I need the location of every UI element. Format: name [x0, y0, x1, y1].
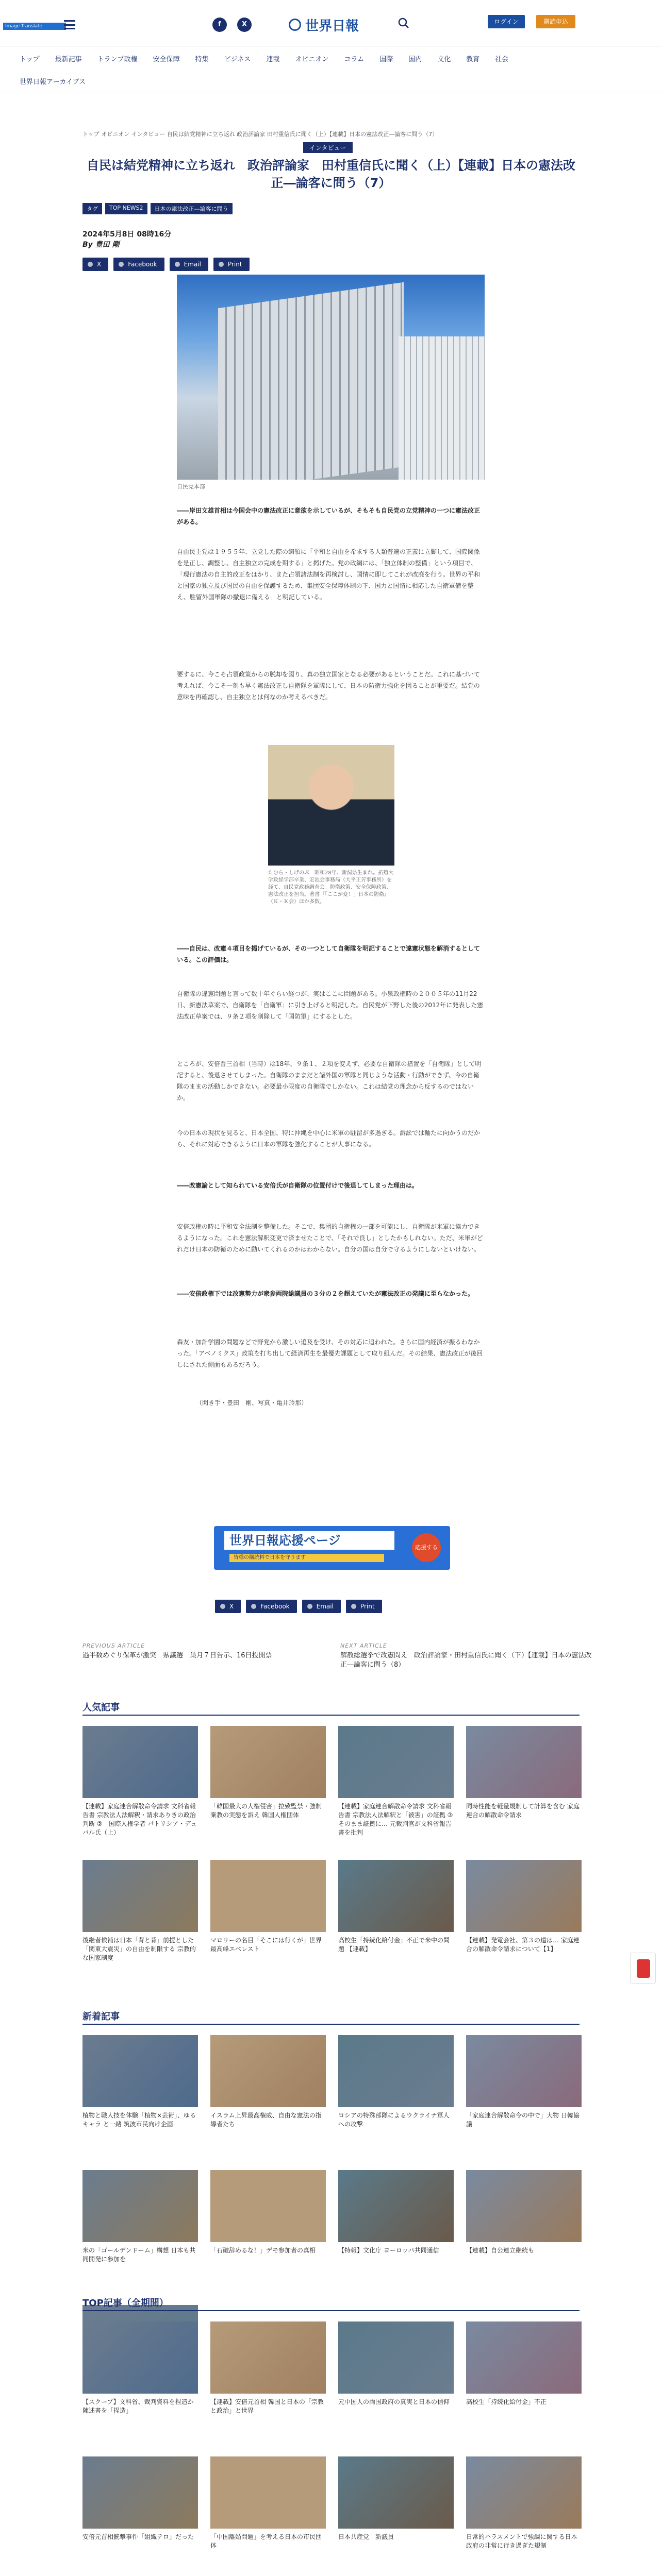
article-card[interactable]	[210, 2170, 326, 2255]
article-card[interactable]	[466, 1726, 582, 1820]
hero-caption: 自民党本部	[177, 483, 205, 490]
article-card-title[interactable]: 「韓国最大の人権侵害」拉致監禁・強制棄教の実態を訴え 韓国人権団体	[210, 1803, 322, 1819]
next-article[interactable]	[340, 1642, 593, 1670]
nav-item[interactable]: コラム	[344, 55, 365, 63]
article-thumbnail[interactable]	[82, 2170, 198, 2242]
article-card-title[interactable]: 安倍元首相銃撃事件「組織テロ」だった	[82, 2533, 194, 2540]
share-bar-bottom	[215, 1600, 382, 1613]
article-thumbnail[interactable]	[210, 2456, 326, 2529]
article-thumbnail[interactable]	[466, 1726, 582, 1798]
nav-item[interactable]: 国際	[379, 55, 393, 63]
article-card-title[interactable]: マロリーの名目「そこには行くが」世界最高峰エベレスト	[210, 1937, 322, 1953]
breadcrumb[interactable]: トップ オピニオン インタビュー 自民は結党精神に立ち返れ 政治評論家 田村重信氏に聞く（上）【連載】日本の憲法改正―論客に問う（7）	[82, 131, 438, 138]
body-paragraph: 安倍政権の時に平和安全法制を整備した。そこで、集団的自衛権の一部を可能にし、自衛隊が米軍に協力できるようになった。これを憲法解釈変更で済ませたことで、「それで良し」としたかもしれない。ただ、米軍がどれだけ日本の防衛のために動いてくれるのかはわからない。自分の国は自分で守るようにしないといけない。	[177, 1223, 483, 1253]
print-button[interactable]: Print	[213, 258, 250, 271]
article-card[interactable]	[82, 2321, 198, 2415]
article-card[interactable]	[466, 2035, 582, 2129]
article-card[interactable]	[210, 2035, 326, 2129]
body-paragraph: 自由民主党は１９５５年、立党した際の綱領に「平和と自由を希求する人類普遍の正義に立脚して、国際関係を是正し、調整し、自主独立の完成を期する」と掲げた。党の政綱には、「独立体制の整備」という項目で、「現行憲法の自主的改正をはかり、また占領諸法制を再検討し、国情に即してこれが改廃を行う。世界の平和と国家の独立及び国民の自由を保護するため、集団安全保障体制の下、国力と国情に相応した自衛軍備を整え、駐留外国軍隊の撤退に備える」と明記している。	[177, 548, 481, 601]
article-card-title[interactable]: 【特報】文化庁 ヨーロッパ共同通信	[338, 2247, 439, 2254]
section-title-top: TOP記事（全期間）	[82, 2298, 169, 2309]
previous-article[interactable]	[82, 1642, 335, 1660]
article-card[interactable]	[210, 2321, 326, 2415]
article-card[interactable]	[338, 2456, 454, 2541]
article-thumbnail[interactable]	[210, 2170, 326, 2242]
article-thumbnail[interactable]	[466, 2456, 582, 2529]
article-card-title[interactable]: 日常的ハラスメントで強調に関する日本政府の非常に行き過ぎた規制	[466, 2533, 577, 2549]
article-thumbnail[interactable]	[210, 2321, 326, 2394]
article-card[interactable]	[82, 2170, 198, 2264]
print-button[interactable]: Print	[346, 1600, 382, 1613]
banner-title: 世界日報応援ページ	[224, 1531, 394, 1550]
body-paragraph: 自衛隊の違憲問題と言って数十年ぐらい経つが、実はここに問題がある。小泉政権時の２００５年の11月22日、新憲法草案で、自衛隊を「自衛軍」に引き上げると明記した。自民党が下野した後の2012年に発表した憲法改正草案では、９条２項を削除して「国防軍」にするとした。	[177, 990, 484, 1020]
section-title-latest: 新着記事	[82, 2011, 120, 2022]
article-card-title[interactable]: 植物と職人技を体験「植物×芸術」、ゆるキャラ と一緒 筑波市民向け企画	[82, 2112, 196, 2128]
nav-item[interactable]: 教育	[466, 55, 480, 63]
article-thumbnail[interactable]	[338, 2321, 454, 2394]
section-divider	[82, 2024, 580, 2025]
article-card-title[interactable]: 「中国離婚問題」を考える日本の市民団体	[210, 2533, 322, 2549]
article-thumbnail[interactable]	[338, 2035, 454, 2107]
search-icon[interactable]	[398, 18, 409, 29]
question-paragraph: ――安倍政権下では改憲勢力が衆参両院総議員の３分の２を超えていたが憲法改正の発議に至らなかった。	[177, 1290, 474, 1297]
article-card-title[interactable]: イスラム上昇最高権威、自由な憲法の指導者たち	[210, 2112, 322, 2128]
nav-item[interactable]: 連載	[266, 55, 280, 63]
nav-item[interactable]: トップ	[20, 55, 40, 63]
floating-app-button[interactable]	[630, 1953, 656, 1984]
article-card-title[interactable]: 後継者候補は日本「背と背」前提とした「関東大震災」の自由を制限する 宗教的な国家制度	[82, 1937, 196, 1961]
body-paragraph: ところが、安倍晋三首相（当時）は18年、９条１、２項を変えず、必要な自衛隊の措置を「自衛隊」として明記すると、後退させてしまった。自衛隊のままだと諸外国の軍隊と同じような活動・行動ができず、今の自衛隊のままの活動しかできない。必要最小限度の自衛隊でしかない。これは結党の理念から反するのではないか。	[177, 1060, 482, 1101]
article-thumbnail[interactable]	[338, 1860, 454, 1932]
article-title: 自民は結党精神に立ち返れ 政治評論家 田村重信氏に聞く（上）【連載】日本の憲法改正―論客に問う（7）	[87, 158, 575, 190]
article-card[interactable]	[338, 1860, 454, 1954]
publish-date: 2024年5月8日 08時16分	[82, 230, 172, 239]
share-bar	[82, 258, 250, 271]
article-card[interactable]	[338, 1726, 459, 1837]
nav-item[interactable]: 安全保障	[153, 55, 180, 63]
main-nav	[20, 52, 642, 65]
tag: タグ	[82, 203, 102, 214]
share-facebook-button[interactable]: Facebook	[246, 1600, 296, 1613]
article-card-title[interactable]: 同時性能を軽量規制して計算を含む 家庭連合の解散命令請求	[466, 1803, 580, 1819]
article-thumbnail[interactable]	[466, 1860, 582, 1932]
share-email-button[interactable]: Email	[170, 258, 208, 271]
next-label: NEXT ARTICLE	[340, 1642, 387, 1649]
share-facebook-button[interactable]: Facebook	[113, 258, 164, 271]
article-card-title[interactable]: 日本共産党 新議員	[338, 2533, 394, 2540]
body-paragraph: 今の日本の現状を見ると、日本全国、特に沖縄を中心に米軍の駐留が多過ぎる。訴訟では軸たに向かうのだから、それに対応できるように日本の軍隊を強化することが大事になる。	[177, 1129, 481, 1148]
article-card[interactable]	[338, 2170, 454, 2255]
article-card-title[interactable]: 【連載】家庭連合解散命令請求 文科省報告書 宗教法人法解釈と「被害」の証拠 ③ そのまま証拠に… 元裁判官が文科省報告書を批判	[338, 1803, 459, 1836]
article-card-title[interactable]: 高校生「持続化給付金」不正	[466, 2398, 547, 2405]
article-thumbnail[interactable]	[338, 2170, 454, 2242]
article-card[interactable]	[338, 2321, 454, 2406]
share-x-button[interactable]: X	[82, 258, 108, 271]
article-card-title[interactable]: 高校生「持続化給付金」不正で米中の問題 【連載】	[338, 1937, 450, 1953]
article-thumbnail[interactable]	[466, 2170, 582, 2242]
article-thumbnail[interactable]	[82, 2321, 198, 2394]
tag[interactable]: TOP NEWS2	[105, 203, 147, 214]
section-divider	[82, 2310, 580, 2311]
tag[interactable]: 日本の憲法改正―論客に問う	[151, 203, 233, 214]
banner-cta[interactable]: 応援する	[412, 1533, 441, 1562]
article-card-title[interactable]: 【連載】安倍元首相 韓国と日本の「宗教と政治」と世界	[210, 2398, 324, 2414]
portrait-caption: たむら・しげのぶ 昭和28年、新潟県生まれ。拓殖大学政経学部卒業、宏池会事務局（大平正芳事務所）を経て、自民党政務調査会。防衛政策、安全保障政策、憲法改正を担当。著書『「ここが変！」日本の防衛』（Ｋ・Ｋ会）ほか多数。	[268, 870, 394, 905]
article-thumbnail[interactable]	[210, 1860, 326, 1932]
support-banner[interactable]	[214, 1526, 450, 1570]
article-card-title[interactable]: ロシアの特殊部隊によるウクライナ軍人への攻撃	[338, 2112, 450, 2128]
article-card-title[interactable]: 米の「ゴールデンドーム」構想 日本も共同開発に参加を	[82, 2247, 196, 2263]
article-card[interactable]	[466, 2321, 582, 2406]
article-card[interactable]	[210, 2456, 326, 2550]
article-thumbnail[interactable]	[338, 1726, 454, 1798]
facebook-icon[interactable]: f	[212, 18, 227, 32]
article-thumbnail[interactable]	[466, 2035, 582, 2107]
nav-item-archives[interactable]: 世界日報アーカイブス	[20, 78, 86, 86]
question-paragraph: ――改憲論として知られている安倍氏が自衛隊の位置付けで後退してしまった理由は。	[177, 1182, 419, 1189]
nav-item[interactable]: 社会	[495, 55, 509, 63]
share-email-button[interactable]: Email	[302, 1600, 341, 1613]
article-card-title[interactable]: 【連載】家庭連合解散命令請求 文科省報告書 宗教法人法解釈・請求ありきの政治判断 ② 国際人権学者 パトリシア・デュバル氏（上）	[82, 1803, 197, 1836]
interviewer-credit: （聞き手・豊田 剛、写真・亀井玲那）	[196, 1399, 308, 1406]
site-header	[0, 0, 662, 46]
article-thumbnail[interactable]	[338, 2456, 454, 2529]
body-paragraph: 要するに、今こそ占領政策からの脱却を図り、真の独立国家となる必要があるということだ。これに基づいて考えれば、今こそ一刻も早く憲法改正し自衛隊を軍隊にして、日本の防衛力強化を図ることが重要だ。結党の意味を再確認し、自主独立とは何なのか考えるべきだ。	[177, 671, 481, 701]
hero-image	[177, 275, 485, 480]
article-card-title[interactable]: 「家庭連合解散命令の中で」大物 日韓協議	[466, 2112, 580, 2128]
article-thumbnail[interactable]	[210, 1726, 326, 1798]
article-card[interactable]	[210, 1860, 326, 1954]
article-thumbnail[interactable]	[82, 2035, 198, 2107]
article-card-title[interactable]: 【連載】自公連立継続も	[466, 2247, 535, 2254]
nav-item[interactable]: 国内	[408, 55, 422, 63]
tag-list	[82, 203, 233, 214]
article-card[interactable]	[338, 2035, 454, 2129]
logo-mark-icon	[289, 19, 301, 31]
article-card[interactable]	[466, 2170, 582, 2255]
article-card[interactable]	[466, 2456, 582, 2550]
article-card[interactable]	[210, 1726, 326, 1820]
article-card-title[interactable]: 元中国人の両国政府の真実と日本の信仰	[338, 2398, 450, 2405]
article-card-title[interactable]: 「石破辞めるな！」デモ参加者の真相	[210, 2247, 316, 2254]
image-translate-badge[interactable]: Image Translate	[3, 23, 66, 30]
question-paragraph: ――岸田文雄首相は今国会中の憲法改正に意欲を示しているが、そもそも自民党の立党精神の一つに憲法改正がある。	[177, 507, 481, 526]
article-card-title[interactable]: 【連載】発電会社、第３の道は… 家庭連合の解散命令請求について【1】	[466, 1937, 580, 1953]
x-icon[interactable]: X	[237, 18, 252, 32]
article-card[interactable]	[82, 2035, 198, 2129]
article-card-title[interactable]: 【スクープ】文科省、裁判資料を捏造か 陳述書を「捏造」	[82, 2398, 200, 2414]
article-card[interactable]	[82, 1726, 198, 1837]
nav-item[interactable]: 特集	[195, 55, 209, 63]
previous-label: PREVIOUS ARTICLE	[82, 1642, 145, 1649]
article-thumbnail[interactable]	[82, 2456, 198, 2529]
section-divider	[82, 1715, 580, 1716]
hamburger-menu-icon[interactable]	[64, 20, 75, 29]
site-logo[interactable]: 世界日報	[289, 14, 359, 35]
nav-item[interactable]: 最新記事	[55, 55, 82, 63]
nav-item[interactable]: トランプ政権	[97, 55, 138, 63]
article-card[interactable]	[82, 2456, 198, 2541]
banner-subtitle: 皆様の購読料で日本を守ります	[229, 1554, 384, 1562]
portrait-image	[268, 745, 394, 866]
previous-title[interactable]: 過半数めぐり保革が激突 県議選 巣月７日告示、16日投開票	[82, 1652, 272, 1659]
article-thumbnail[interactable]	[210, 2035, 326, 2107]
login-button[interactable]: ログイン	[488, 15, 525, 28]
article-thumbnail[interactable]	[82, 1726, 198, 1798]
article-thumbnail[interactable]	[466, 2321, 582, 2394]
question-paragraph: ――自民は、改憲４項目を掲げているが、その一つとして自衛隊を明記することで違憲状態を解消するとしている。この評価は。	[177, 945, 481, 963]
article-card[interactable]	[466, 1860, 582, 1954]
next-title[interactable]: 解散総選挙で改憲問え 政治評論家・田村重信氏に聞く（下）【連載】日本の憲法改正―論客に問う（8）	[340, 1652, 592, 1669]
nav-item[interactable]: オピニオン	[295, 55, 329, 63]
body-paragraph: 森友・加計学園の問題などで野党から激しい追及を受け、その対応に追われた。さらに国内経済が振るわなかった。「アベノミクス」政策を打ち出して経済再生を最優先課題として取り組んだ。その結果、憲法改正が後回しにされた側面もあるだろう。	[177, 1338, 483, 1368]
category-badge[interactable]: インタビュー	[303, 142, 353, 153]
nav-item[interactable]: ビジネス	[224, 55, 251, 63]
article-card[interactable]	[82, 1860, 198, 1962]
subscribe-button[interactable]: 購読申込	[536, 15, 575, 28]
author[interactable]: By 豊田 剛	[82, 241, 120, 249]
nav-item[interactable]: 文化	[437, 55, 451, 63]
section-title-popular: 人気記事	[82, 1702, 120, 1713]
article-thumbnail[interactable]	[82, 1860, 198, 1932]
share-x-button[interactable]: X	[215, 1600, 241, 1613]
